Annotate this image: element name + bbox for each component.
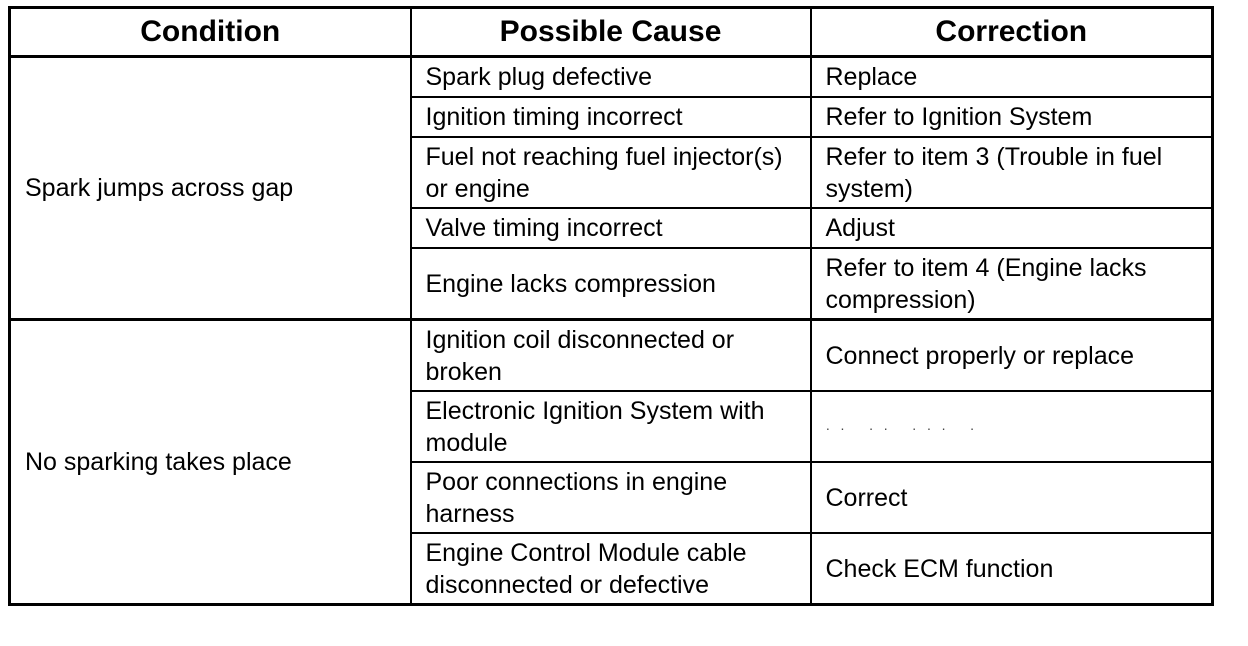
cause-cell: Ignition timing incorrect — [411, 97, 811, 137]
header-correction: Correction — [811, 8, 1213, 57]
cause-cell: Spark plug defective — [411, 57, 811, 98]
troubleshooting-table — [8, 6, 1214, 606]
correction-cell: Check ECM function — [811, 533, 1213, 605]
cause-cell: Valve timing incorrect — [411, 208, 811, 248]
correction-cell: Refer to item 3 (Trouble in fuel system) — [811, 137, 1213, 208]
table-row — [10, 320, 1213, 392]
correction-cell: Adjust — [811, 208, 1213, 248]
header-condition: Condition — [10, 8, 411, 57]
header-possible-cause: Possible Cause — [411, 8, 811, 57]
correction-cell: Correct — [811, 462, 1213, 533]
table-row — [10, 57, 1213, 98]
correction-cell: Replace — [811, 57, 1213, 98]
cause-cell: Engine Control Module cable disconnected or defective — [411, 533, 811, 605]
correction-cell: Refer to Ignition System — [811, 97, 1213, 137]
correction-cell: Refer to item 4 (Engine lacks compression) — [811, 248, 1213, 320]
header-row — [10, 8, 1213, 57]
condition-cell: No sparking takes place — [10, 320, 411, 605]
faint-marks: ·· ·· ··· · — [825, 420, 985, 436]
cause-cell: Poor connections in engine harness — [411, 462, 811, 533]
cause-cell: Engine lacks compression — [411, 248, 811, 320]
condition-cell: Spark jumps across gap — [10, 57, 411, 320]
correction-cell-blank — [811, 391, 1213, 462]
cause-cell: Electronic Ignition System with module — [411, 391, 811, 462]
correction-cell: Connect properly or replace — [811, 320, 1213, 392]
cause-cell: Fuel not reaching fuel injector(s) or engine — [411, 137, 811, 208]
cause-cell: Ignition coil disconnected or broken — [411, 320, 811, 392]
